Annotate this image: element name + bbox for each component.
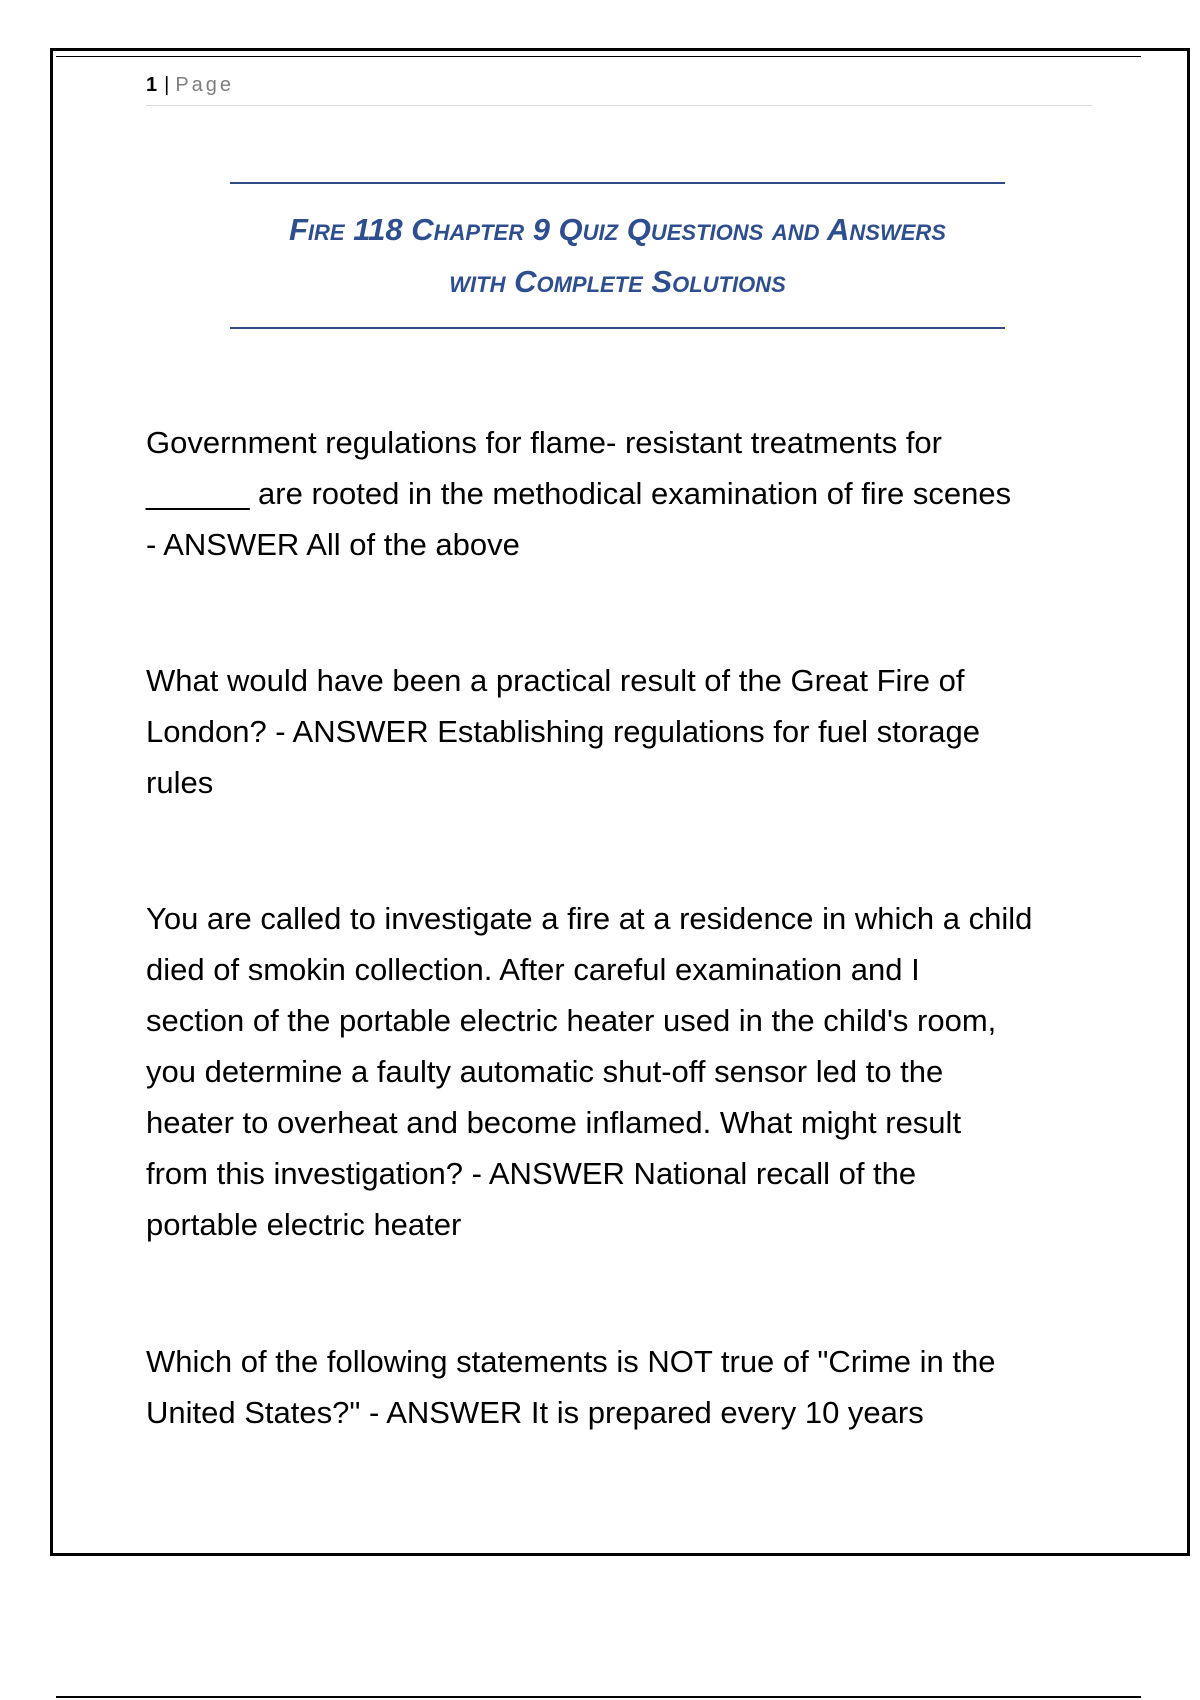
title-line-2: with Complete Solutions — [449, 264, 786, 299]
question-answer-2 — [146, 655, 1096, 808]
qa-line: - ANSWER All of the above — [146, 527, 520, 562]
qa-line: died of smokin collection. After careful examination and I — [146, 952, 920, 987]
qa-line: portable electric heater — [146, 1207, 462, 1242]
question-answer-3 — [146, 893, 1096, 1250]
title-line-1: Fire 118 Chapter 9 Quiz Questions and Answers — [289, 212, 946, 247]
top-rule — [56, 56, 1141, 57]
qa-line: What would have been a practical result of the Great Fire of — [146, 663, 965, 698]
qa-line: United States?" - ANSWER It is prepared every 10 years — [146, 1395, 924, 1430]
next-page-top-rule — [56, 1696, 1141, 1698]
qa-line: Government regulations for flame- resistant treatments for — [146, 425, 942, 460]
qa-line: You are called to investigate a fire at a residence in which a child — [146, 901, 1033, 936]
qa-line: ______ are rooted in the methodical examination of fire scenes — [146, 476, 1012, 511]
page-label: Page — [175, 74, 235, 96]
page-number: 1 — [146, 74, 159, 96]
qa-line: London? - ANSWER Establishing regulations for fuel storage — [146, 714, 981, 749]
page-header — [146, 74, 1092, 106]
question-answer-1 — [146, 417, 1096, 570]
page-separator: | — [164, 74, 170, 96]
document-title — [230, 204, 1005, 308]
qa-line: you determine a faulty automatic shut-off sensor led to the — [146, 1054, 944, 1089]
qa-line: rules — [146, 765, 214, 800]
document-title-block — [230, 182, 1005, 329]
qa-line: section of the portable electric heater used in the child's room, — [146, 1003, 997, 1038]
question-answer-4 — [146, 1336, 1096, 1438]
qa-line: heater to overheat and become inflamed. What might result — [146, 1105, 962, 1140]
qa-line: Which of the following statements is NOT true of "Crime in the — [146, 1344, 996, 1379]
qa-line: from this investigation? - ANSWER National recall of the — [146, 1156, 917, 1191]
